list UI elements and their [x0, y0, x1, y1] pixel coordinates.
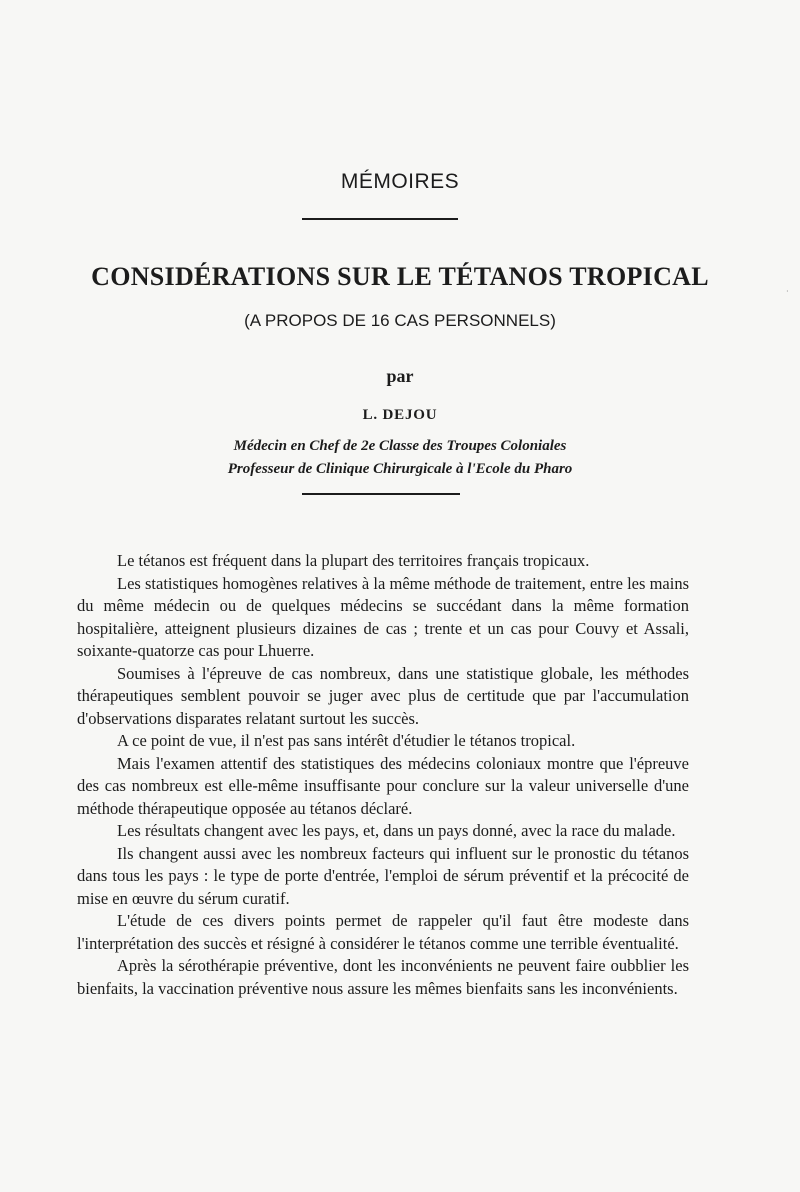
paragraph: Après la sérothérapie préventive, dont les inconvénients ne peuvent faire oubblier les bienfaits, la vaccination préventive nous assure les mêmes bienfaits sans les inconvénients. [77, 956, 689, 998]
paragraph: L'étude de ces divers points permet de rappeler qu'il faut être modeste dans l'interprétation des succès et résigné à considérer le tétanos comme une terrible éventualité. [77, 911, 689, 953]
paragraph: Les résultats changent avec les pays, et, dans un pays donné, avec la race du malade. [117, 821, 676, 840]
paragraph: Les statistiques homogènes relatives à la même méthode de traitement, entre les mains du même médecin ou de quelques médecins se succédant dans la même formation hospitalière, atteignent plusieurs dizaines de cas ; trente et un cas pour Couvy et Assali, soixante-quatorze cas pour Lhuerre. [77, 573, 689, 660]
byline-par: par [386, 366, 414, 386]
author-name: L. DEJOU [362, 407, 438, 423]
divider-rule [302, 218, 458, 220]
paragraph: Le tétanos est fréquent dans la plupart des territoires français tropicaux. [117, 551, 590, 570]
paragraph: Ils changent aussi avec les nombreux facteurs qui influent sur le pronostic du tétanos dans tous les pays : le type de porte d'entrée, l'emploi de sérum préventif et la précocité de mise en œuvre du sérum curatif. [77, 843, 689, 908]
article-subtitle: (A PROPOS DE 16 CAS PERSONNELS) [244, 311, 556, 330]
article-title: CONSIDÉRATIONS SUR LE TÉTANOS TROPICAL [91, 262, 709, 291]
author-affiliation-2: Professeur de Clinique Chirurgicale à l'Ecole du Pharo [227, 461, 573, 477]
author-affiliation-1: Médecin en Chef de 2e Classe des Troupes Coloniales [233, 438, 567, 454]
margin-mark: · [786, 287, 789, 296]
section-heading: MÉMOIRES [340, 170, 460, 193]
divider-rule [302, 493, 460, 495]
paragraph: Soumises à l'épreuve de cas nombreux, dans une statistique globale, les méthodes thérapeutiques semblent pouvoir se juger avec plus de certitude que par l'accumulation d'observations disparates relatant surtout les succès. [77, 663, 689, 728]
paragraph: A ce point de vue, il n'est pas sans intérêt d'étudier le tétanos tropical. [117, 731, 576, 750]
article-body [77, 550, 689, 1000]
paragraph: Mais l'examen attentif des statistiques des médecins coloniaux montre que l'épreuve des cas nombreux est elle-même insuffisante pour conclure sur la valeur universelle d'une méthode thérapeutique opposée au tétanos déclaré. [77, 753, 689, 818]
